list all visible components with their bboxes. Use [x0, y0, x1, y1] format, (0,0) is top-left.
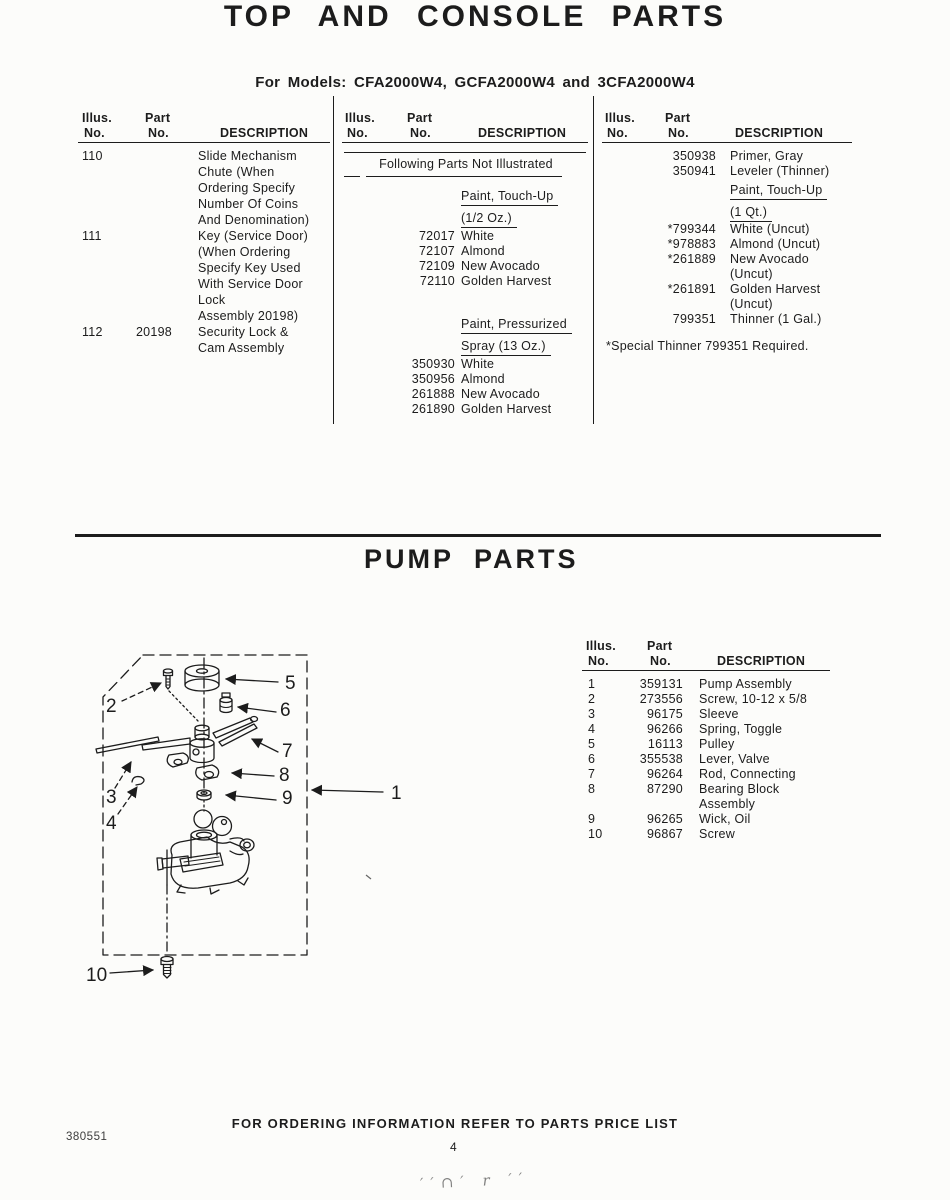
col-header-no: No. [650, 654, 671, 668]
col-header-description: DESCRIPTION [717, 654, 806, 668]
illus-no: 7 [588, 767, 596, 781]
part-no: *799344 [667, 222, 716, 236]
description-line: Golden Harvest [730, 282, 821, 296]
part-no: 96867 [646, 827, 683, 841]
description-line: Almond (Uncut) [730, 237, 821, 251]
description-line: Spring, Toggle [699, 722, 783, 736]
col-header-no: No. [588, 654, 609, 668]
handwriting-marks: ′′∩′ r ′′ [419, 1169, 530, 1193]
description-line: Screw [699, 827, 735, 841]
description-line: (Uncut) [730, 297, 773, 311]
callout-2: 2 [106, 696, 117, 717]
not-illustrated-banner: Following Parts Not Illustrated [379, 157, 553, 171]
diagram-boundary [103, 655, 307, 955]
part-no: 96264 [646, 767, 683, 781]
page-number: 4 [450, 1140, 457, 1154]
col-header-part: Part [145, 111, 171, 125]
callout-4: 4 [106, 813, 117, 834]
description-line: Key (Service Door) [198, 229, 309, 243]
illus-no: 5 [588, 737, 596, 751]
col-header-part: Part [665, 111, 691, 125]
description-line: New Avocado [461, 387, 540, 401]
illus-no: 8 [588, 782, 596, 796]
pump-exploded-diagram [80, 645, 420, 995]
group-heading: (1/2 Oz.) [461, 212, 517, 228]
description-line: New Avocado [461, 259, 540, 273]
callout-9: 9 [282, 788, 293, 809]
description-line: White (Uncut) [730, 222, 810, 236]
description-line: Ordering Specify [198, 181, 296, 195]
col-header-part: Part [647, 639, 673, 653]
part-no: 350941 [672, 164, 716, 178]
col-header-illus: Illus. [605, 111, 635, 125]
part-no: 261890 [411, 402, 455, 416]
description-line: Lever, Valve [699, 752, 770, 766]
part-toggle-assembly [142, 717, 258, 781]
description-line: White [461, 229, 495, 243]
col-header-illus: Illus. [82, 111, 112, 125]
description-line: Lock [198, 293, 226, 307]
description-line: With Service Door [198, 277, 303, 291]
special-thinner-footnote: *Special Thinner 799351 Required. [606, 339, 809, 353]
description-line: Leveler (Thinner) [730, 164, 830, 178]
part-pump-body [157, 810, 254, 894]
stray-mark [366, 875, 371, 879]
illus-no: 1 [588, 677, 596, 691]
illus-no: 6 [588, 752, 596, 766]
description-line: Primer, Gray [730, 149, 804, 163]
part-no: *261889 [667, 252, 716, 266]
description-line: Thinner (1 Gal.) [730, 312, 822, 326]
description-line: White [461, 357, 495, 371]
banner-rule-dash [344, 176, 360, 177]
header-rule-middle [342, 142, 588, 143]
col-header-no: No. [347, 126, 368, 140]
description-line: Security Lock & [198, 325, 289, 339]
banner-rule-top [344, 152, 586, 153]
illus-no: 112 [82, 325, 103, 339]
part-no: 72110 [419, 274, 455, 288]
col-header-part: Part [407, 111, 433, 125]
description-line: Pump Assembly [699, 677, 792, 691]
part-no: 96265 [646, 812, 683, 826]
illus-no: 10 [588, 827, 603, 841]
part-no: 273556 [639, 692, 683, 706]
description-line: Golden Harvest [461, 274, 552, 288]
col-header-no: No. [607, 126, 628, 140]
callout-7: 7 [282, 741, 293, 762]
description-line: Screw, 10-12 x 5/8 [699, 692, 808, 706]
part-wick-9 [197, 790, 211, 800]
callout-arrows [110, 679, 383, 973]
part-no: 96266 [646, 722, 683, 736]
description-line: Pulley [699, 737, 735, 751]
part-no: 350938 [672, 149, 716, 163]
description-line: Assembly 20198) [198, 309, 299, 323]
group-heading: Paint, Touch-Up [730, 184, 827, 200]
callout-6: 6 [280, 700, 291, 721]
callout-5: 5 [285, 673, 296, 694]
column-divider [333, 96, 334, 424]
part-no: 261888 [411, 387, 455, 401]
part-valve-6 [220, 693, 232, 713]
col-header-illus: Illus. [345, 111, 375, 125]
page-title: TOP AND CONSOLE PARTS [223, 0, 727, 33]
group-heading: (1 Qt.) [730, 206, 772, 222]
part-no: *978883 [667, 237, 716, 251]
illus-no: 111 [82, 229, 102, 243]
group-heading: Paint, Touch-Up [461, 190, 558, 206]
description-line: Wick, Oil [699, 812, 751, 826]
callout-1: 1 [391, 783, 402, 804]
section-divider [75, 534, 881, 537]
models-subtitle: For Models: CFA2000W4, GCFA2000W4 and 3CFA2000W4 [255, 74, 695, 91]
description-line: (Uncut) [730, 267, 773, 281]
part-no: 350956 [411, 372, 455, 386]
illus-no: 110 [82, 149, 103, 163]
col-header-no: No. [410, 126, 431, 140]
part-no: 799351 [672, 312, 716, 326]
callout-3: 3 [106, 787, 117, 808]
header-rule-left [78, 142, 330, 143]
part-no: 359131 [639, 677, 683, 691]
col-header-no: No. [148, 126, 169, 140]
pump-parts-title: PUMP PARTS [364, 544, 579, 574]
illus-no: 4 [588, 722, 596, 736]
description-line: Bearing Block [699, 782, 780, 796]
header-rule-right [602, 142, 852, 143]
callout-10: 10 [86, 965, 108, 986]
part-no: *261891 [667, 282, 716, 296]
leader-line [169, 691, 198, 721]
description-line: And Denomination) [198, 213, 310, 227]
column-divider [593, 96, 594, 424]
col-header-illus: Illus. [586, 639, 616, 653]
description-line: Cam Assembly [198, 341, 285, 355]
description-line: Slide Mechanism [198, 149, 297, 163]
col-header-no: No. [668, 126, 689, 140]
description-line: Sleeve [699, 707, 739, 721]
part-no: 96175 [646, 707, 683, 721]
description-line: Rod, Connecting [699, 767, 796, 781]
illus-no: 3 [588, 707, 596, 721]
part-no: 355538 [639, 752, 683, 766]
part-spring-4 [132, 777, 144, 785]
part-no: 20198 [135, 325, 172, 339]
illus-no: 9 [588, 812, 596, 826]
part-screw-2 [164, 669, 173, 689]
description-line: Assembly [699, 797, 756, 811]
doc-number: 380551 [66, 1131, 108, 1143]
col-header-no: No. [84, 126, 105, 140]
description-line: Number Of Coins [198, 197, 299, 211]
part-pulley [185, 665, 219, 691]
col-header-description: DESCRIPTION [220, 126, 309, 140]
callout-8: 8 [279, 765, 290, 786]
part-no: 72017 [418, 229, 455, 243]
illus-no: 2 [588, 692, 596, 706]
part-connecting-rod-7 [219, 724, 257, 746]
group-heading: Paint, Pressurized [461, 318, 572, 334]
description-line: Specify Key Used [198, 261, 301, 275]
part-no: 350930 [411, 357, 455, 371]
part-no: 87290 [646, 782, 683, 796]
ordering-note: FOR ORDERING INFORMATION REFER TO PARTS PRICE LIST [231, 1116, 679, 1131]
banner-rule-bottom [366, 176, 562, 177]
group-heading: Spray (13 Oz.) [461, 340, 551, 356]
part-screw-10 [161, 957, 173, 979]
col-header-description: DESCRIPTION [735, 126, 824, 140]
part-rod-3 [96, 737, 159, 753]
col-header-description: DESCRIPTION [478, 126, 567, 140]
description-line: Almond [461, 372, 505, 386]
description-line: Almond [461, 244, 505, 258]
part-no: 72109 [418, 259, 455, 273]
part-no: 72107 [418, 244, 455, 258]
description-line: Chute (When [198, 165, 275, 179]
description-line: New Avocado [730, 252, 809, 266]
header-rule-pump [582, 670, 830, 671]
description-line: Golden Harvest [461, 402, 552, 416]
description-line: (When Ordering [198, 245, 291, 259]
part-no: 16113 [647, 737, 683, 751]
